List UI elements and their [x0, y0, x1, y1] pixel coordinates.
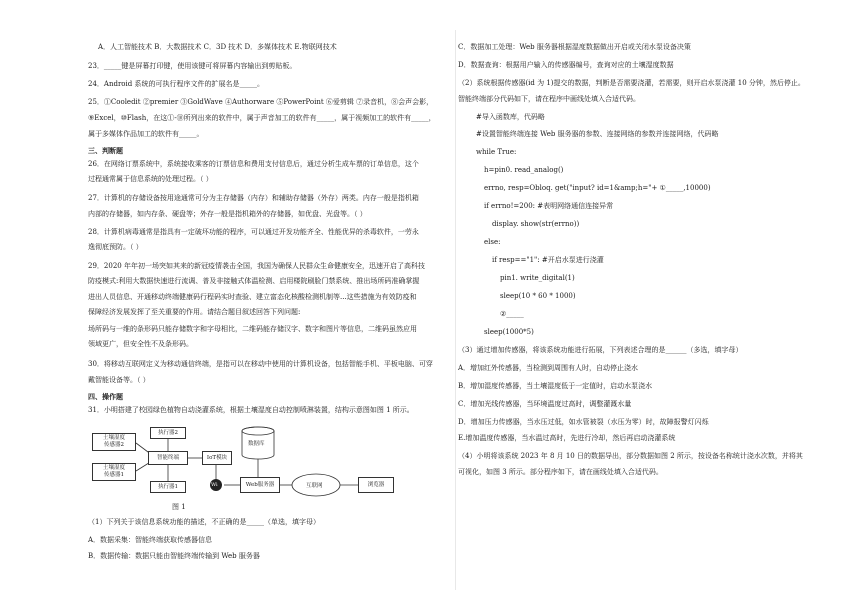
q24: 24．Android 系统的可执行程序文件的扩展名是_____。: [88, 80, 264, 88]
code-write-digital: pin1. write_digital(1): [500, 274, 575, 282]
code-if-errno: if errno!=200: #表明网络通信连接异常: [484, 202, 614, 210]
q29-statement-line2: 领域更广，但安全性不及条形码。: [88, 340, 193, 348]
code-comment-import: #导入函数库，代码略: [476, 113, 545, 121]
q26-line2: 过程通常属于信息系统的处理过程。（ ）: [88, 175, 213, 183]
q30-line1: 30．将移动互联网定义为移动通信终端，是指可以在移动中使用的计算机设备，包括智能手机、平板电脑、可穿: [88, 360, 433, 368]
browser: [358, 477, 394, 493]
code-else: else:: [484, 238, 501, 246]
q31-part3-option-e: E.增加温度传感器，当水温过高时，先进行冷却，然后再启动浇灌系统: [458, 434, 676, 442]
internet-label: 互联网: [306, 483, 323, 489]
actuator-1: [150, 481, 186, 493]
q27-line2: 内部的存储器，如内存条、硬盘等；外存一般是指机箱外的存储器，如优盘、光盘等。（ ）: [88, 210, 367, 218]
database-label: 数据库: [248, 441, 265, 447]
code-sleep-10min: sleep(10 * 60 * 1000): [500, 292, 576, 300]
wifi-icon: Wi: [211, 482, 218, 488]
column-divider: [455, 30, 456, 590]
q31-part4-line1: （4）小明将该系统 2023 年 8 月 10 日的数据导出，部分数据如图 2 所示，按设备名称统计浇水次数，并将其: [458, 452, 803, 460]
q28-line1: 28．计算机病毒通常是指具有一定破坏功能的程序，可以通过开发功能齐全、性能优异的杀毒软件，一劳永: [88, 228, 419, 236]
soil-sensor-1: [92, 463, 136, 481]
q23: 23．_____键是屏幕打印键，使用该键可将屏幕内容输出到剪贴板。: [88, 62, 297, 70]
code-obloq-get: errno, resp=Obloq. get("input? id=1&amp;h="+ ①_____,10000): [484, 184, 711, 192]
soil-sensor-2-label: 土壤湿度 传感器2: [102, 435, 125, 448]
figure-1-caption: 图 1: [172, 503, 186, 511]
system-diagram: [92, 425, 402, 501]
section-4-heading: 四、操作题: [88, 392, 123, 401]
code-comment-setup: #设置智能终端连接 Web 服务器的参数、连接网络的参数并连接网络，代码略: [476, 130, 719, 138]
smart-terminal-label: 智能终端: [156, 454, 179, 461]
q31-part3: （3）通过增加传感器，将该系统功能进行拓展，下列表述合理的是______（多选，填字母）: [458, 346, 743, 354]
q22-options: A．人工智能技术 B．大数据技术 C．3D 技术 D．多媒体技术 E.物联网技术: [98, 43, 337, 51]
q31-part1-option-d: D．数据查询：根据用户输入的传感器编号，查询对应的土壤湿度数据: [458, 61, 674, 69]
q31-part3-option-a: A．增加红外传感器，当检测到周围有人时，自动停止浇水: [458, 364, 639, 372]
code-while: while True:: [476, 148, 517, 156]
q31-part2-line1: （2）系统根据传感器(id 为 1)提交的数据，判断是否需要浇灌，若需要，则开启水泵浇灌 10 分钟，然后停止。: [458, 79, 805, 87]
q31-part3-option-d: D．增加压力传感器，当水压过低，如水管被裂（水压为零）时，故障报警灯闪烁: [458, 418, 709, 426]
q29-line4: 保障经济发展发挥了至关重要的作用。请结合题目叙述回答下列问题:: [88, 308, 301, 316]
q31-part1: （1）下列关于该信息系统功能的描述，不正确的是_____（单选，填字母）: [88, 518, 320, 526]
q31-part4-line2: 可视化，如图 3 所示。部分程序如下，请在画线处填入合适代码。: [458, 468, 663, 476]
q31-intro: 31．小明搭建了校园绿色植物自动浇灌系统，根据土壤湿度自动控制喷淋装置，结构示意图如图 1 所示。: [88, 406, 414, 414]
browser-label: 浏览器: [367, 481, 385, 488]
q31-part3-option-b: B．增加湿度传感器，当土壤湿度低于一定值时，启动水泵浇水: [458, 382, 653, 390]
soil-sensor-2: [92, 433, 136, 451]
q28-line2: 逸彻底预防。（ ）: [88, 243, 143, 251]
code-if-resp: if resp=="1": #开启水泵进行浇灌: [492, 256, 604, 264]
q31-part1-option-b: B．数据传输：数据只能由智能终端传输到 Web 服务器: [88, 552, 260, 560]
iot-module-label: IoT模块: [206, 454, 228, 461]
soil-sensor-1-label: 土壤湿度 传感器1: [102, 465, 125, 478]
q31-part2-line2: 智能终端部分代码如下，请在程序中画线处填入合适代码。: [458, 95, 640, 103]
q26-line1: 26．在网络订票系统中，系统接收乘客的订票信息和费用支付信息后，通过分析生成车票的订单信息，这个: [88, 160, 419, 168]
q29-statement-line1: 场所码与一维的条形码只能存储数字和字母相比，二维码能存储汉字、数字和图片等信息，二维码虽然应用: [88, 325, 417, 333]
actuator-1-label: 执行器1: [158, 483, 178, 490]
q27-line1: 27．计算机的存储设备按用途通常可分为主存储器（内存）和辅助存储器（外存）两类。内存一般是指机箱: [88, 194, 419, 202]
actuator-2-label: 执行器2: [158, 429, 178, 436]
section-3-heading: 三、判断题: [88, 146, 123, 155]
q31-part1-option-c: C．数据加工处理：Web 服务器根据湿度数据做出开启或关闭水泵设备决策: [458, 43, 691, 51]
q25-line1: 25．①Cooledit ②premier ③GoldWave ④Authorware ⑤PowerPoint ⑥爱剪辑 ⑦录音机，⑧会声会影，: [88, 98, 434, 106]
q29-line2: 防疫模式:利用大数据快速进行流调、普及非接触式体温检测、启用楼院刷脸门禁系统、推出场所码准确掌握: [88, 277, 420, 285]
actuator-2: [150, 427, 186, 439]
web-server: [240, 477, 280, 493]
q25-line2: ⑨Excel，⑩Flash，在这①-⑩所列出来的软件中，属于声音加工的软件有_____，属于视频加工的软件有_____，: [88, 114, 436, 122]
code-blank-2: ②_____: [500, 310, 524, 318]
q31-part3-option-c: C．增加光线传感器，当环境温度过高时，调整灌溉水量: [458, 400, 632, 408]
smart-terminal: [148, 451, 188, 465]
code-sleep-5s: sleep(1000*5): [484, 328, 534, 336]
web-server-label: Web服务器: [245, 481, 275, 488]
q29-line3: 进出人员信息、开通移动终端健康码行程码实时查验、建立富态化核酸检测机制等...这些措施为有效防疫和: [88, 293, 417, 301]
q30-line2: 戴智能设备等。（ ）: [88, 376, 150, 384]
q25-line3: 属于多媒体作品加工的软件有_____。: [88, 130, 204, 138]
q29-line1: 29．2020 年年初一场突如其来的新冠疫情袭击全国，我国为确保人民群众生命健康安全，迅速开启了高科技: [88, 262, 425, 270]
code-display-show: display. show(str(errno)): [492, 220, 580, 228]
iot-module: [202, 451, 232, 465]
q31-part1-option-a: A．数据采集：智能终端获取传感器信息: [88, 536, 213, 544]
code-read-analog: h=pin0. read_analog(): [484, 166, 564, 174]
